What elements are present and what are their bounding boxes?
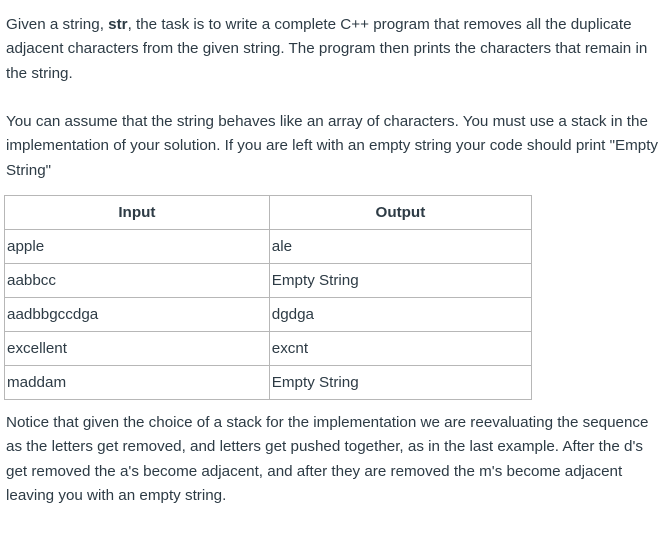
output-cell: Empty String — [269, 264, 531, 298]
input-cell: aadbbgccdga — [5, 298, 270, 332]
table-header-row — [5, 196, 532, 230]
input-column-header: Input — [5, 196, 270, 230]
input-cell: excellent — [5, 332, 270, 366]
table-row — [5, 332, 532, 366]
examples-table — [4, 195, 532, 400]
output-cell: ale — [269, 230, 531, 264]
table-row — [5, 264, 532, 298]
output-cell: dgdga — [269, 298, 531, 332]
table-row — [5, 366, 532, 400]
input-cell: apple — [5, 230, 270, 264]
output-column-header: Output — [269, 196, 531, 230]
intro-text-end: , the task is to write a complete C++ program that removes all the duplicate adjacent characters from the given string. The program then prints the characters that remain in the string. — [6, 16, 648, 82]
input-cell: maddam — [5, 366, 270, 400]
table-row — [5, 230, 532, 264]
input-cell: aabbcc — [5, 264, 270, 298]
notice-paragraph: Notice that given the choice of a stack for the implementation we are reevaluating the sequence as the letters get removed, and letters get pushed together, as in the last example. After the d's get removed the a's become adjacent, and after they are removed the m's become adjacent leaving you with an empty string. — [6, 414, 649, 504]
output-cell: excnt — [269, 332, 531, 366]
intro-text-start: Given a string, — [6, 16, 109, 33]
intro-paragraph — [6, 13, 662, 86]
output-cell: Empty String — [269, 366, 531, 400]
stack-requirement-paragraph: You can assume that the string behaves like an array of characters. You must use a stack in the implementation of your solution. If you are left with an empty string your code should print "Empty String" — [6, 113, 659, 179]
table-row — [5, 298, 532, 332]
str-keyword: str — [108, 16, 128, 33]
